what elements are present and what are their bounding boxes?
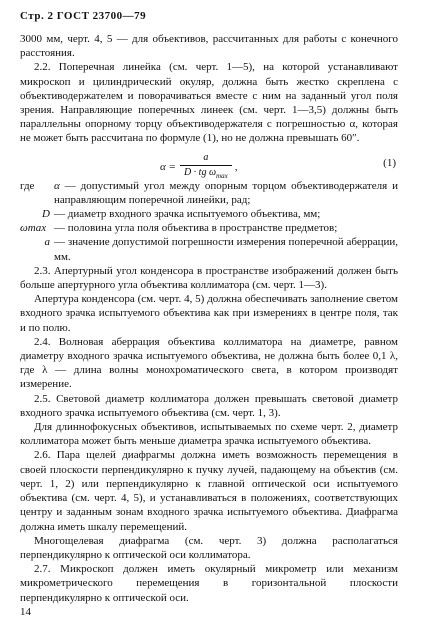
paragraph: Для длиннофокусных объективов, испытываемых по схеме черт. 2, диаметр коллиматора может быть меньше диаметра зрачка испытуемого объектива. — [20, 421, 398, 448]
page-header: Стр. 2 ГОСТ 23700—79 — [20, 10, 147, 22]
formula-fraction — [180, 151, 232, 183]
formula-numerator: a — [203, 151, 209, 163]
page-number: 14 — [20, 606, 31, 618]
definition-item — [20, 235, 398, 263]
definition-text: — допустимый угол между опорным торцом объективодержателя и направляющим поперечной линейки, рад; — [54, 179, 398, 206]
definition-symbol: α — [54, 179, 60, 192]
formula-number: (1) — [383, 156, 396, 169]
definition-text: — половина угла поля объектива в пространстве предметов; — [54, 222, 338, 235]
formula-expression — [160, 151, 237, 183]
paragraph: Многощелевая диафрагма (см. черт. 3) должна располагаться перпендикулярно к оптической оси коллиматора. — [20, 534, 398, 561]
definition-text: — диаметр входного зрачка испытуемого объектива, мм; — [54, 208, 321, 221]
paragraph: 2.7. Микроскоп должен иметь окулярный микрометр или механизм микрометрического перемещения в горизонтальной плоскости перпендикулярно к оптической оси. — [20, 563, 398, 604]
paragraph: Апертура конденсора (см. черт. 4, 5) должна обеспечивать заполнение светом входного зрачка испытуемого объектива как при измерениях в центре поля, так и по полю. — [20, 293, 398, 334]
formula-1 — [20, 148, 398, 178]
formula-lhs: α = — [160, 160, 176, 173]
paragraph: 2.2. Поперечная линейка (см. черт. 1—5), на которой устанавливают микроскоп и цилиндрический окуляр, должна быть жестко скреплена с объективодержателем и поворачиваться вместе с ним на заданный угол поля зрения. Направляющие поперечных линеек (см. черт. 1—3,5) должны быть параллельны опорному торцу объективодержателя с погрешностью α, которая не может быть рассчитана по формуле (1), но не должна превышать 60″. — [20, 61, 398, 145]
definition-text: — значение допустимой погрешности измерения поперечной аберрации, мм. — [54, 236, 398, 263]
paragraph: 2.6. Пара щелей диафрагмы должна иметь возможность перемещения в своей плоскости перпендикулярно к пучку лучей, падающему на объектив (см. черт. 1, 2) или перпендикулярно к главной оптической оси испытуемого объектива (см. черт. 4, 5), и устанавливаться в положениях, соответствующих центру и заданным зонам входного зрачка испытуемого объектива. Диафрагма должна иметь шкалу перемещений. — [20, 449, 398, 533]
definition-item — [20, 221, 398, 235]
document-body — [20, 32, 398, 605]
paragraph: 3000 мм, черт. 4, 5 — для объективов, рассчитанных для работы с конечного расстояния. — [20, 33, 398, 60]
definition-symbol: ωmax — [20, 222, 47, 235]
formula-tail: , — [234, 160, 238, 173]
paragraph: 2.4. Волновая аберрация объектива коллиматора на диаметре, равном диаметру входного зрачка испытуемого объектива, не должна быть более 0,1 λ, где λ — длина волны монохроматического света, в котором производят измерение. — [20, 335, 398, 391]
definition-symbol: a — [44, 236, 50, 249]
paragraph: 2.3. Апертурный угол конденсора в пространстве изображений должен быть больше апертурного угла объектива коллиматора (см. черт. 1—3). — [20, 264, 398, 292]
formula-denominator-sub: max — [216, 171, 228, 180]
definition-intro: где — [20, 179, 35, 192]
definition-item — [20, 207, 398, 221]
formula-denominator-main: D · tg ω — [183, 166, 217, 178]
paragraph: 2.5. Световой диаметр коллиматора должен превышать световой диаметр входного зрачка испытуемого объектива (см. черт. 1, 3). — [20, 392, 398, 419]
definition-symbol: D — [42, 208, 50, 221]
formula-denominator — [180, 165, 232, 183]
